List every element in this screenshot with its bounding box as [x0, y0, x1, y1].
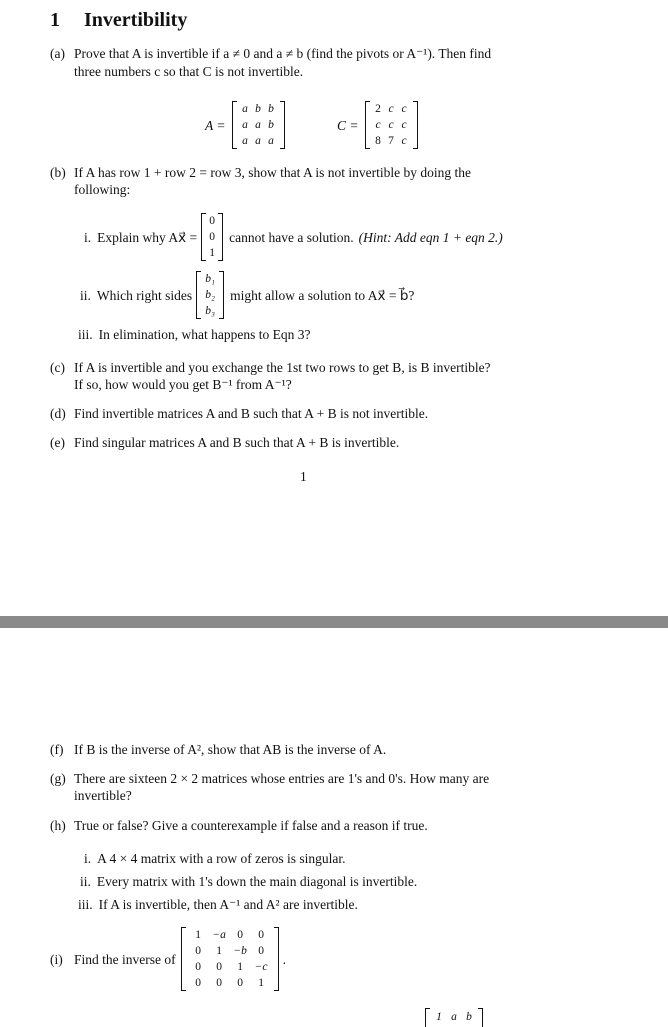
matrix-entry: 8	[375, 135, 381, 147]
part-d: (d) Find invertible matrices A and B such that A + B is not invertible.	[50, 406, 429, 421]
next-matrix-partial	[425, 1008, 483, 1027]
part-b-i: i. Explain why Ax⃗ = 0 0 1 cannot have a solution. (Hint: Add eqn 1 + eqn 2.)	[84, 215, 503, 259]
matrix-entry: c	[401, 103, 407, 115]
matrix-entry: 7	[388, 135, 394, 147]
matrix-entry: 0	[237, 977, 243, 989]
matrix-entry: 0	[258, 945, 264, 957]
part-h-iii: iii. If A is invertible, then A⁻¹ and A² are invertible.	[78, 897, 358, 912]
part-f: (f) If B is the inverse of A², show that AB is the inverse of A.	[50, 742, 387, 757]
vector-entry: 0	[209, 215, 215, 227]
matrix-entry: c	[375, 119, 381, 131]
vector-entry: b₃	[205, 305, 215, 317]
matrix-entry: 0	[258, 929, 264, 941]
matrix-A-entries	[237, 101, 280, 149]
matrix-4x4	[181, 927, 279, 991]
part-b-line-1: (b) If A has row 1 + row 2 = row 3, show that A is not invertible by doing the	[50, 165, 471, 180]
vector-entry: b₂	[205, 289, 215, 301]
matrix-entry: b	[466, 1011, 472, 1023]
matrix-entry: c	[388, 119, 394, 131]
matrix-entry: a	[255, 135, 261, 147]
part-b-iii: iii. In elimination, what happens to Eqn 3?	[78, 327, 311, 342]
part-a-line-1: (a) Prove that A is invertible if a ≠ 0 and a ≠ b (find the pivots or A⁻¹). Then find	[50, 46, 492, 61]
hint-text: (Hint: Add eqn 1 + eqn 2.)	[358, 229, 503, 245]
matrix-entry: 0	[216, 961, 222, 973]
part-g-line-1: (g) There are sixteen 2 × 2 matrices whose entries are 1's and 0's. How many are	[50, 771, 490, 786]
matrix-entry: b	[255, 103, 261, 115]
part-i: (i) Find the inverse of 1 −a 0 0 0 1 −b 0 0 0 1 −c 0 0 0 1 .	[50, 929, 286, 989]
matrix-entry: 0	[195, 977, 201, 989]
matrix-A-label: A =	[205, 117, 226, 133]
matrix-C-display	[337, 101, 418, 149]
matrix-A	[232, 101, 285, 149]
section-heading	[50, 9, 187, 32]
vector-001	[201, 213, 223, 261]
matrix-C-label: C =	[337, 117, 359, 133]
vector-entry: b₁	[205, 273, 215, 285]
matrix-entry: 1	[436, 1011, 442, 1023]
matrix-entry: −b	[233, 945, 247, 957]
matrix-entry: a	[242, 119, 248, 131]
matrix-entry: a	[242, 135, 248, 147]
matrix-entry: 1	[237, 961, 243, 973]
matrix-entry: 1	[216, 945, 222, 957]
page-separator	[0, 616, 668, 628]
part-h: (h) True or false? Give a counterexample if false and a reason if true.	[50, 818, 428, 833]
part-g-line-2: invertible?	[74, 788, 132, 803]
matrix-entry: 0	[216, 977, 222, 989]
vector-entry: 0	[209, 231, 215, 243]
matrix-entry: c	[388, 103, 394, 115]
matrix-entry: b	[268, 119, 274, 131]
matrix-entry: c	[401, 135, 407, 147]
matrix-entry: 0	[237, 929, 243, 941]
matrix-entry: 1	[258, 977, 264, 989]
section-number: 1	[50, 9, 60, 31]
part-b-ii: ii. Which right sides b₁ b₂ b₃ might allow a solution to Ax⃗ = b⃗?	[80, 273, 415, 317]
vector-entry: 1	[209, 247, 215, 259]
matrix-entry: a	[255, 119, 261, 131]
matrix-entry: 0	[195, 945, 201, 957]
matrix-entry: a	[451, 1011, 457, 1023]
part-a-line-2: three numbers c so that C is not invertible.	[74, 64, 304, 79]
vector-b	[196, 271, 224, 319]
matrix-C	[365, 101, 418, 149]
part-e: (e) Find singular matrices A and B such that A + B is invertible.	[50, 435, 400, 450]
document-page-2	[0, 628, 668, 1024]
part-b-line-2: following:	[74, 182, 131, 197]
page-number: 1	[300, 469, 307, 484]
matrix-4x4-entries	[186, 927, 274, 991]
matrix-entry: a	[242, 103, 248, 115]
matrix-entry: 0	[195, 961, 201, 973]
matrix-entry: −a	[212, 929, 226, 941]
section-title: Invertibility	[84, 9, 188, 31]
part-h-i: i. A 4 × 4 matrix with a row of zeros is singular.	[84, 851, 346, 866]
matrix-C-entries	[370, 101, 413, 149]
matrix-entry: b	[268, 103, 274, 115]
part-h-ii: ii. Every matrix with 1's down the main diagonal is invertible.	[80, 874, 418, 889]
matrix-entry: a	[268, 135, 274, 147]
matrix-entry: 2	[375, 103, 381, 115]
matrix-entry: c	[401, 119, 407, 131]
part-c-line-2: If so, how would you get B⁻¹ from A⁻¹?	[74, 377, 292, 392]
matrix-A-display	[205, 101, 285, 149]
matrix-entry: −c	[254, 961, 268, 973]
matrix-entry: 1	[195, 929, 201, 941]
part-c-line-1: (c) If A is invertible and you exchange the 1st two rows to get B, is B invertible?	[50, 360, 491, 375]
